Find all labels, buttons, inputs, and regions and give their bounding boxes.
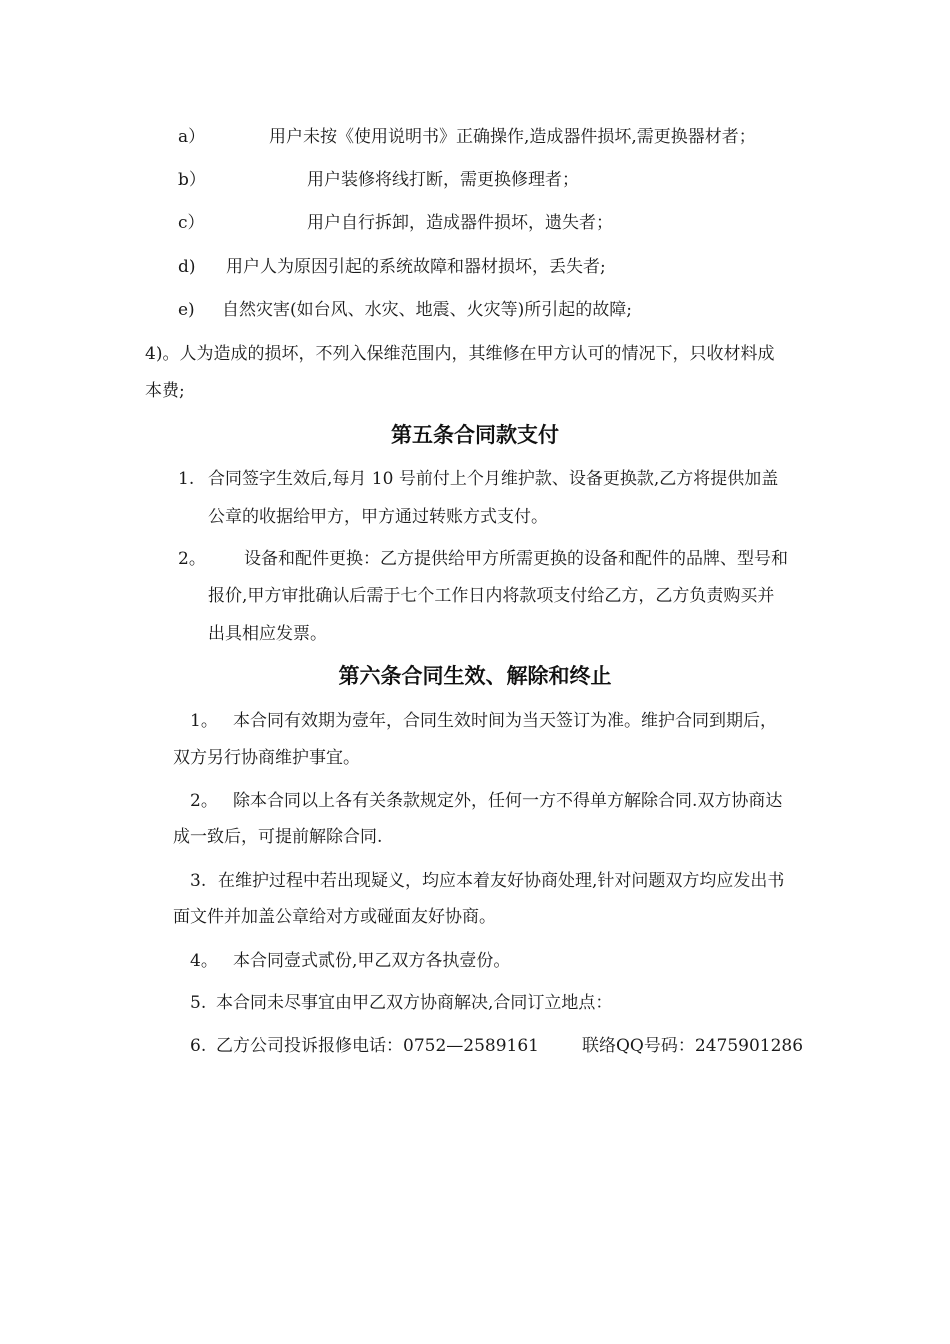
list-marker: 3. <box>190 871 207 891</box>
list-text: 用户装修将线打断，需更换修理者； <box>307 170 579 190</box>
section-6-title: 第六条合同生效、解除和终止 <box>338 664 612 688</box>
list-text: 除本合同以上各有关条款规定外，任何一方不得单方解除合同.双方协商达 <box>233 791 783 811</box>
list-marker: d) <box>178 257 196 277</box>
list-text: 在维护过程中若出现疑义，均应本着友好协商处理,针对问题双方均应发出书 <box>218 871 785 891</box>
list-marker: a） <box>178 127 206 147</box>
section-5-item-1-cont: 公章的收据给甲方，甲方通过转账方式支付。 <box>208 507 548 527</box>
list-marker: 5. <box>190 993 207 1013</box>
section-5-item-2-cont-1: 报价,甲方审批确认后需于七个工作日内将款项支付给乙方，乙方负责购买并 <box>208 586 775 606</box>
section-6-item-2-cont: 成一致后，可提前解除合同. <box>173 827 383 847</box>
list-marker: b） <box>178 170 206 190</box>
list-marker: 1。 <box>190 711 218 731</box>
complaint-phone: 乙方公司投诉报修电话：0752—2589161 <box>216 1036 539 1056</box>
list-text: 用户人为原因引起的系统故障和器材损坏，丢失者; <box>226 257 606 277</box>
list-text: 本合同有效期为壹年，合同生效时间为当天签订为准。维护合同到期后， <box>233 711 777 731</box>
list-text: 本合同未尽事宜由甲乙双方协商解决,合同订立地点： <box>216 993 613 1013</box>
item-4-line-2: 本费; <box>145 381 185 401</box>
list-text: 设备和配件更换：乙方提供给甲方所需更换的设备和配件的品牌、型号和 <box>244 549 788 569</box>
list-text: 自然灾害(如台风、水灾、地震、火灾等)所引起的故障; <box>222 300 632 320</box>
qq-number: 联络QQ号码：2475901286 <box>582 1036 804 1056</box>
list-text: 本合同壹式贰份,甲乙双方各执壹份。 <box>233 951 511 971</box>
section-6-item-1-cont: 双方另行协商维护事宜。 <box>173 748 360 768</box>
list-marker: 6. <box>190 1036 207 1056</box>
section-6-item-3-cont: 面文件并加盖公章给对方或碰面友好协商。 <box>173 907 496 927</box>
list-marker: e) <box>178 300 195 320</box>
list-marker: 2。 <box>178 549 206 569</box>
item-4-line-1: 4)。人为造成的损坏，不列入保维范围内，其维修在甲方认可的情况下，只收材料成 <box>145 344 775 364</box>
list-marker: 4。 <box>190 951 218 971</box>
section-5-title: 第五条合同款支付 <box>391 423 559 447</box>
list-text: 用户自行拆卸，造成器件损坏，遗失者； <box>307 213 613 233</box>
list-text: 合同签字生效后,每月 10 号前付上个月维护款、设备更换款,乙方将提供加盖 <box>208 469 779 489</box>
list-marker: 2。 <box>190 791 218 811</box>
list-marker: c） <box>178 213 205 233</box>
section-5-item-2-cont-2: 出具相应发票。 <box>208 624 327 644</box>
list-text: 用户未按《使用说明书》正确操作,造成器件损坏,需更换器材者； <box>269 127 756 147</box>
list-marker: 1. <box>178 469 195 489</box>
